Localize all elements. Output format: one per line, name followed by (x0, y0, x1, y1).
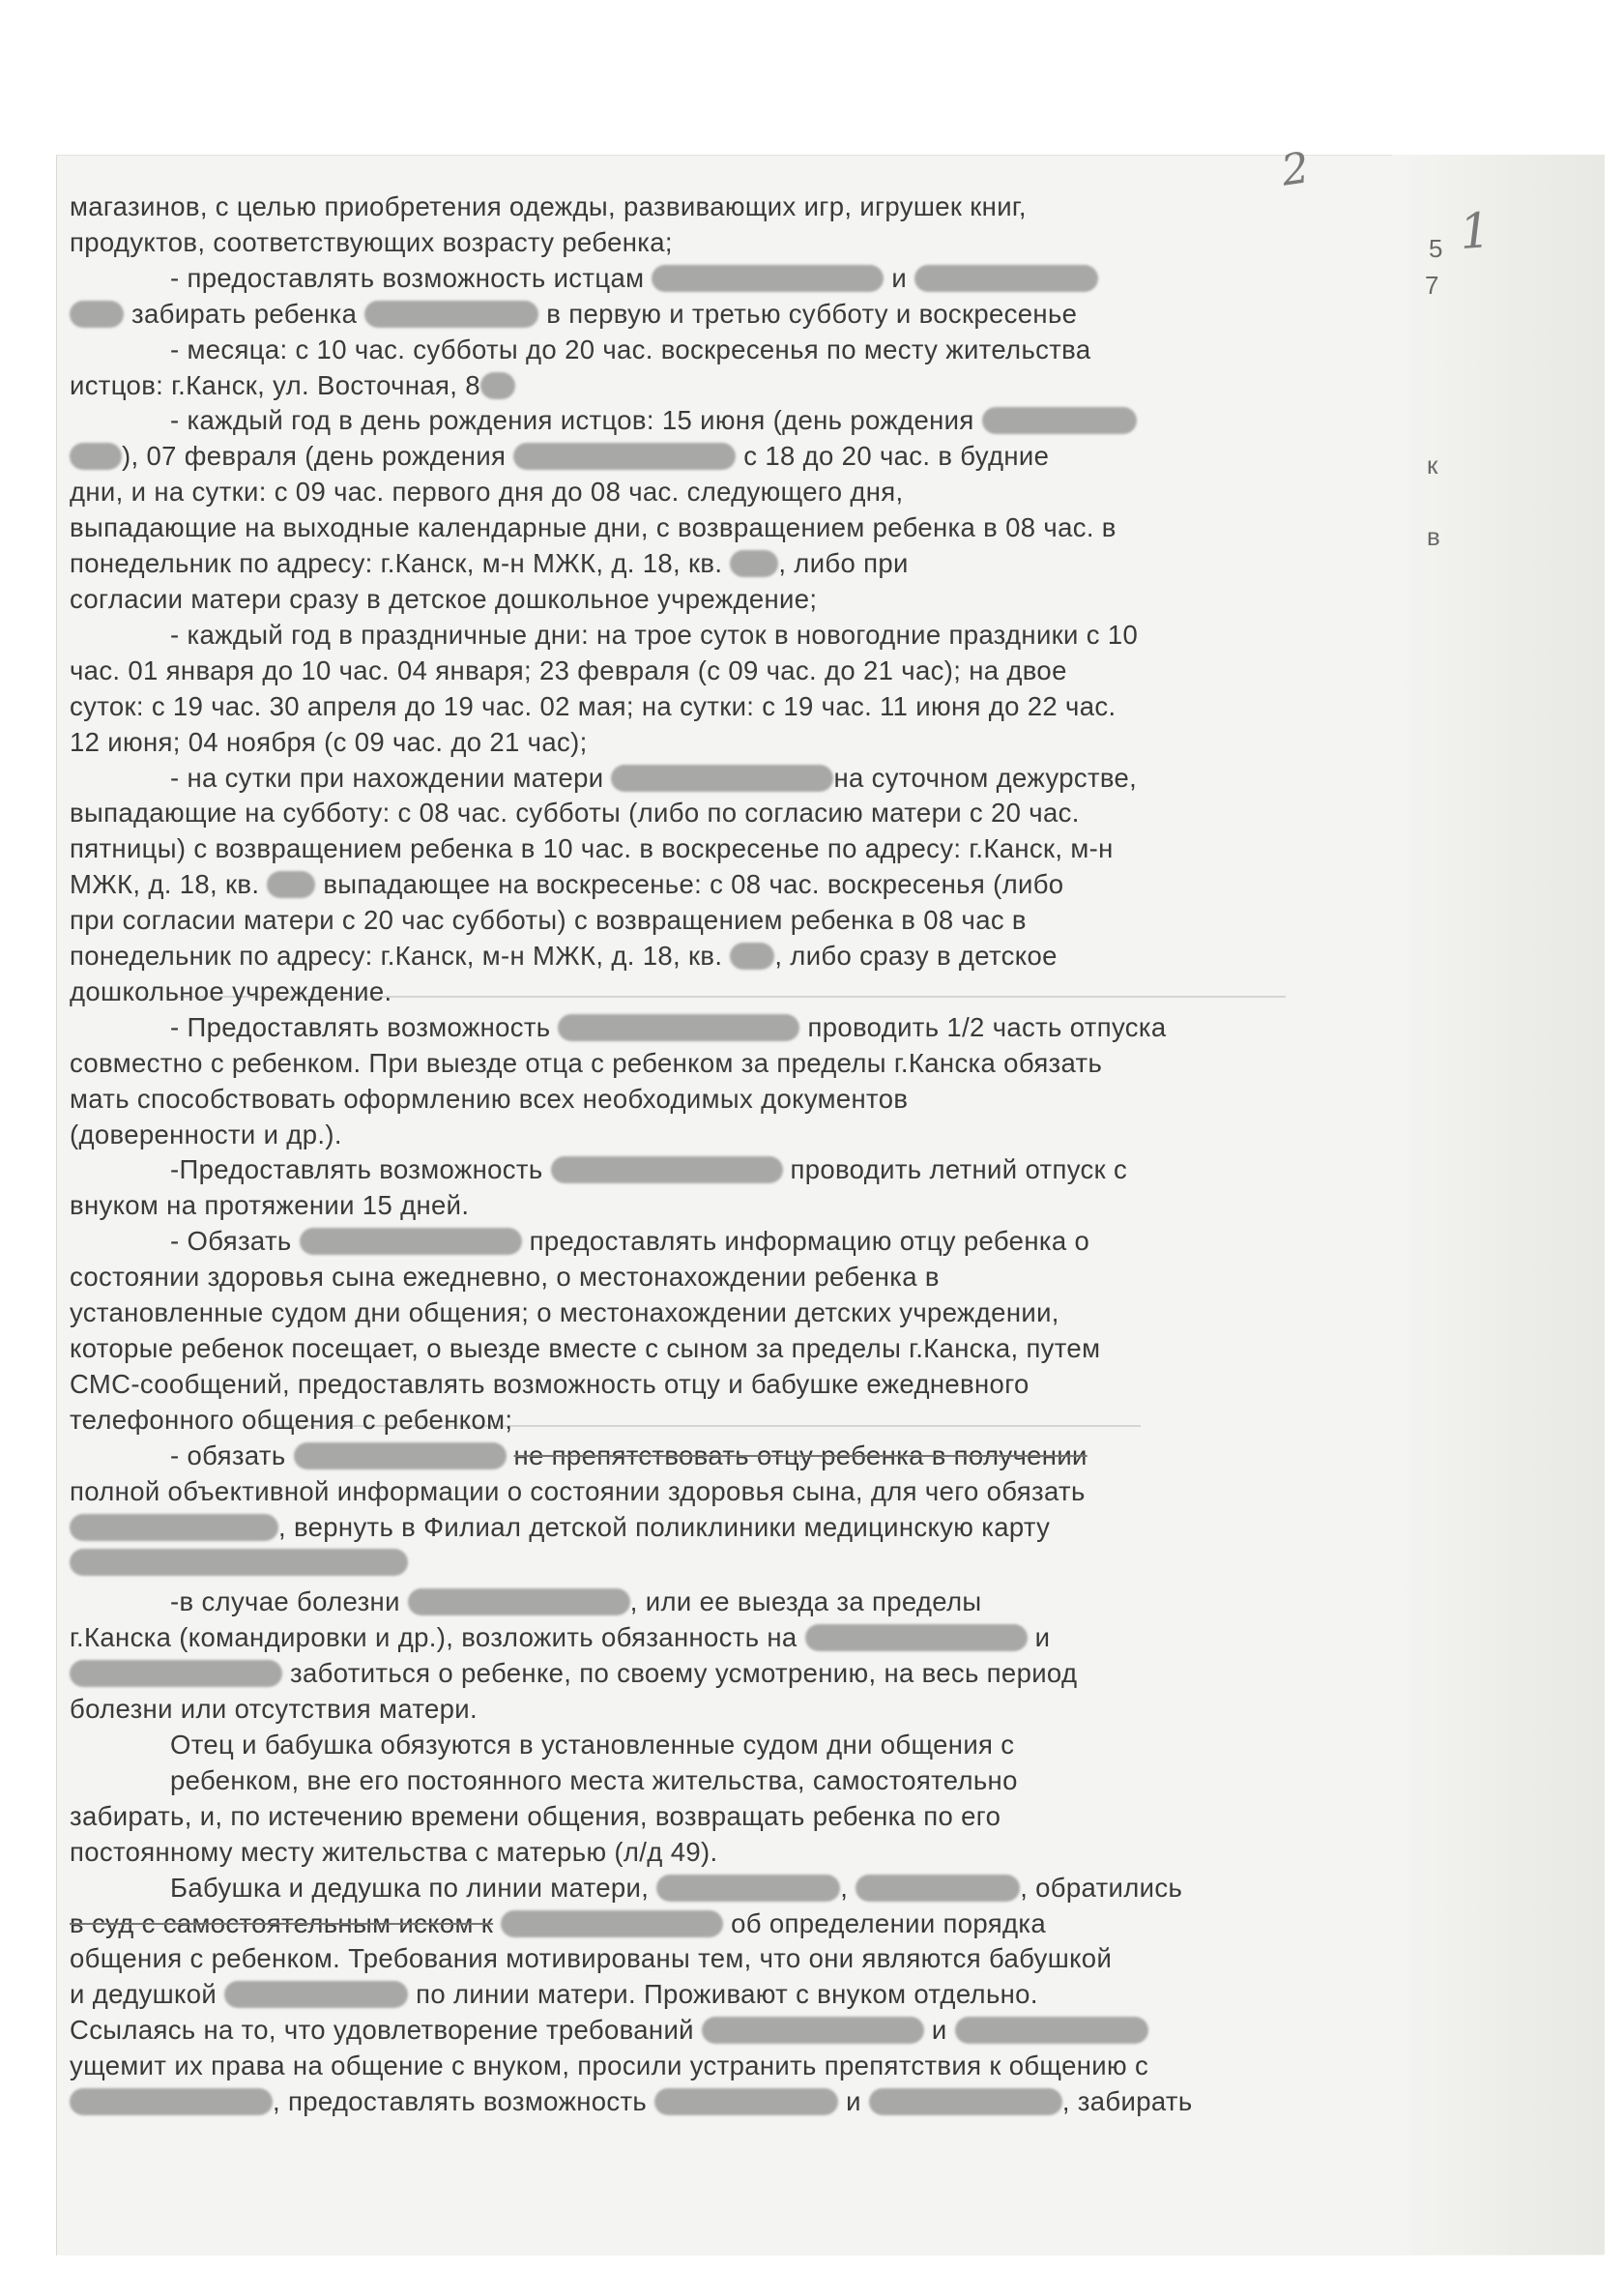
redaction (70, 1660, 282, 1687)
text-line: истцов: г.Канск, ул. Восточная, 8 (70, 368, 1284, 404)
redaction (501, 1910, 723, 1937)
redaction (364, 301, 538, 328)
redaction (702, 2017, 924, 2044)
text-line: совместно с ребенком. При выезде отца с ребенком за пределы г.Канска обязать (70, 1047, 1103, 1078)
redaction (224, 1981, 408, 2008)
text-line: болезни или отсутствия матери. (70, 1694, 478, 1725)
redaction (267, 871, 315, 898)
redaction (480, 372, 515, 399)
text-line: продуктов, соответствующих возрасту ребенка; (70, 226, 673, 257)
text-line: полной объективной информации о состоянии здоровья сына, для чего обязать (70, 1475, 1086, 1506)
text-line: в суд с самостоятельным иском к об определении порядка (70, 1907, 1047, 1938)
text-line: МЖК, д. 18, кв. выпадающее на воскресенье: с 08 час. воскресенья (либо (70, 869, 1064, 900)
redaction (955, 2017, 1148, 2044)
text-line: 12 июня; 04 ноября (с 09 час. до 21 час); (70, 726, 588, 757)
text-line: , предоставлять возможность и , забирать (70, 2084, 1284, 2120)
text-line: забирать ребенка в первую и третью субботу и воскресенье (70, 297, 1284, 333)
redaction (551, 1156, 783, 1183)
text-line: забирать, и, по истечению времени общения, возвращать ребенка по его (70, 1800, 1001, 1831)
text-line: выпадающие на выходные календарные дни, с возвращением ребенка в 08 час. в (70, 512, 1116, 543)
text-line: ущемит их права на общение с внуком, просили устранить препятствия к общению с (70, 2051, 1149, 2081)
text-line: СМС-сообщений, предоставлять возможность отцу и бабушке ежедневного (70, 1368, 1030, 1399)
text-line: понедельник по адресу: г.Канск, м-н МЖК, д. 18, кв. , либо сразу в детское (70, 941, 1058, 972)
redaction (982, 407, 1137, 434)
text-line: дни, и на сутки: с 09 час. первого дня до 08 час. следующего дня, (70, 477, 904, 508)
text-line: - на сутки при нахождении матери на суточном дежурстве, (170, 762, 1138, 793)
redaction (70, 301, 124, 328)
page-number-handwritten: 2 (1278, 143, 1313, 196)
text-line: час. 01 января до 10 час. 04 января; 23 февраля (с 09 час. до 21 час); на двое (70, 655, 1067, 685)
redaction (513, 443, 736, 470)
text-line: дошкольное учреждение. (70, 975, 392, 1006)
text-line: - Обязать предоставлять информацию отцу ребенка о (170, 1226, 1090, 1257)
text-line: (доверенности и др.). (70, 1119, 342, 1149)
page-edge-shadow (1392, 155, 1605, 2254)
text-line: установленные судом дни общения; о местонахождении детских учреждении, (70, 1297, 1059, 1328)
text-line: - каждый год в праздничные дни: на трое суток в новогодние праздники с 10 (170, 619, 1139, 650)
redaction (70, 443, 122, 470)
text-line: которые ребенок посещает, о выезде вместе с сыном за пределы г.Канска, путем (70, 1333, 1101, 1363)
text-line: телефонного общения с ребенком; (70, 1404, 513, 1435)
edge-fragment: 5 (1429, 234, 1443, 263)
redaction (730, 550, 778, 577)
text-line: - обязать не препятствовать отцу ребенка в получении (170, 1440, 1088, 1470)
text-line: внуком на протяжении 15 дней. (70, 1190, 470, 1221)
text-line: -в случае болезни , или ее выезда за пределы (170, 1586, 982, 1617)
text-line: -Предоставлять возможность проводить летний отпуск с (170, 1154, 1128, 1185)
document-body (70, 189, 1284, 2120)
redaction (652, 265, 884, 292)
text-line: - Предоставлять возможность проводить 1/2 часть отпуска (170, 1011, 1167, 1042)
redaction (730, 943, 774, 970)
text-line: мать способствовать оформлению всех необходимых документов (70, 1083, 909, 1114)
text-line: Отец и бабушка обязуются в установленные судом дни общения с (170, 1729, 1015, 1760)
redaction (300, 1228, 522, 1255)
text-line: магазинов, с целью приобретения одежды, развивающих игр, игрушек книг, (70, 191, 1027, 221)
redaction (70, 1549, 408, 1576)
edge-fragment: к (1427, 451, 1438, 480)
edge-fragment: в (1427, 522, 1440, 551)
redaction (805, 1624, 1028, 1651)
text-line: - месяца: с 10 час. субботы до 20 час. воскресенья по месту жительства (170, 334, 1091, 364)
redaction (408, 1588, 630, 1615)
redaction (70, 1514, 278, 1541)
edge-fragment: 7 (1425, 271, 1439, 300)
redaction (70, 2088, 273, 2115)
redaction (914, 265, 1098, 292)
redaction (654, 2088, 838, 2115)
redaction (558, 1014, 799, 1041)
text-line: согласии матери сразу в детское дошкольное учреждение; (70, 583, 818, 614)
redaction (294, 1442, 507, 1469)
text-line: заботиться о ребенке, по своему усмотрению, на весь период (70, 1656, 1284, 1692)
text-line: и дедушкой по линии матери. Проживают с внуком отдельно. (70, 1979, 1038, 2010)
text-line: выпадающие на субботу: с 08 час. субботы (либо по согласию матери с 20 час. (70, 798, 1080, 829)
redaction (611, 765, 833, 792)
redaction (656, 1875, 840, 1902)
text-line: общения с ребенком. Требования мотивированы тем, что они являются бабушкой (70, 1943, 1113, 1974)
text-line: постоянному месту жительства с матерью (л/д 49). (70, 1836, 718, 1867)
text-line: - каждый год в день рождения истцов: 15 июня (день рождения (70, 403, 1284, 439)
text-line: ), 07 февраля (день рождения с 18 до 20 час. в будние (70, 439, 1284, 475)
text-line: - предоставлять возможность истцам и (70, 261, 1284, 297)
text-line: Бабушка и дедушка по линии матери, , , обратились (170, 1872, 1183, 1903)
text-line: состоянии здоровья сына ежедневно, о местонахождении ребенка в (70, 1262, 940, 1293)
redaction (856, 1875, 1020, 1902)
text-line: , вернуть в Филиал детской поликлиники медицинскую карту (70, 1510, 1284, 1546)
text-line: Ссылаясь на то, что удовлетворение требований и (70, 2013, 1284, 2049)
text-line: понедельник по адресу: г.Канск, м-н МЖК, д. 18, кв. , либо при (70, 548, 909, 579)
page-number-handwritten-2: 1 (1458, 201, 1493, 261)
text-line: г.Канска (командировки и др.), возложить обязанность на и (70, 1622, 1051, 1653)
text-line: пятницы) с возвращением ребенка в 10 час. в воскресенье по адресу: г.Канск, м-н (70, 833, 1114, 864)
text-line: ребенком, вне его постоянного места жительства, самостоятельно (170, 1764, 1018, 1795)
text-line: при согласии матери с 20 час субботы) с возвращением ребенка в 08 час в (70, 905, 1027, 936)
redaction (869, 2088, 1062, 2115)
text-line: суток: с 19 час. 30 апреля до 19 час. 02 мая; на сутки: с 19 час. 11 июня до 22 час. (70, 690, 1116, 721)
text-line (70, 1545, 1284, 1581)
